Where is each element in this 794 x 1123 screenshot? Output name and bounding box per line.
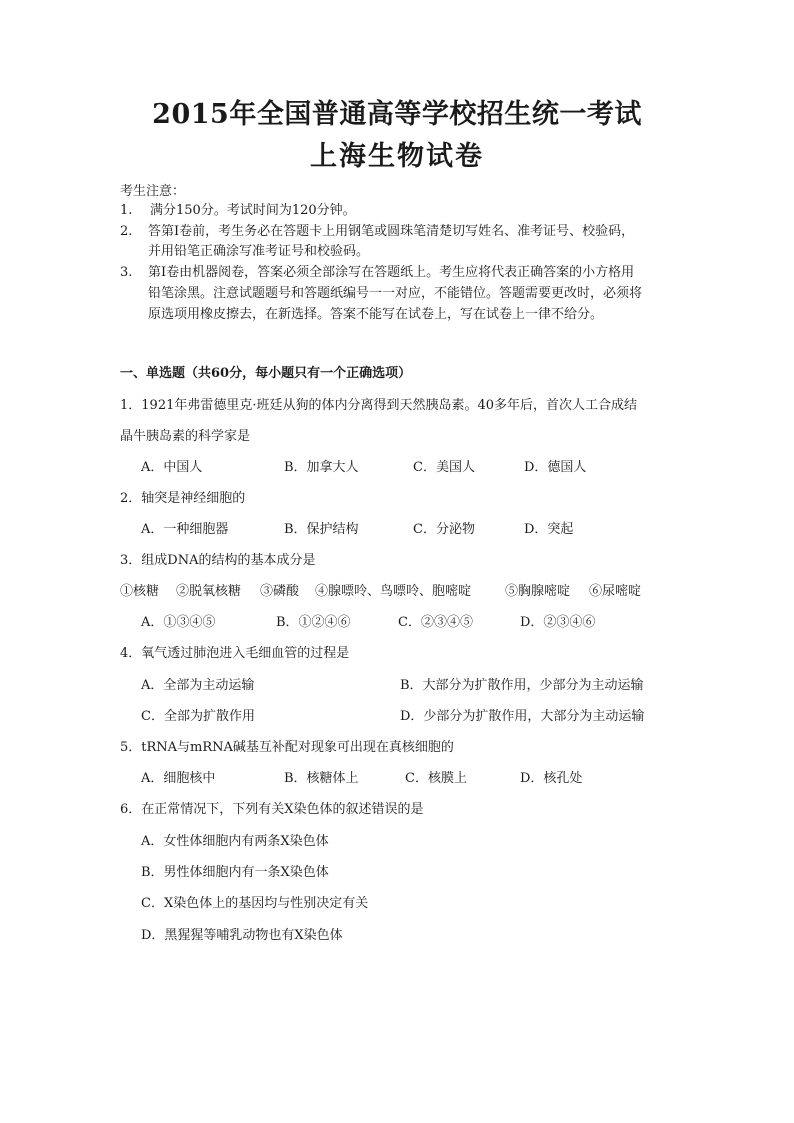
section-heading: 一、单选题（共60分，每小题只有一个正确选项）	[120, 366, 412, 381]
question-5-option-b: B．核糖体上	[284, 771, 359, 786]
notice-item-text: 并用铅笔正确涂写准考证号和校验码。	[148, 244, 370, 259]
notice-item-number: 3.	[120, 265, 133, 280]
exam-title-line2: 上海生物试卷	[310, 141, 484, 172]
question-2-option-c: C．分泌物	[413, 522, 475, 537]
question-4-option-a: A．全部为主动运输	[141, 678, 255, 693]
notice-item-number: 2.	[120, 224, 133, 239]
question-3-item: ③磷酸	[260, 584, 300, 599]
question-4-option-d: D．少部分为扩散作用，大部分为主动运输	[400, 709, 645, 724]
question-6-option-b: B．男性体细胞内有一条X染色体	[141, 865, 329, 880]
notice-item-text: 第Ⅰ卷由机器阅卷，答案必须全部涂写在答题纸上。考生应将代表正确答案的小方格用	[148, 265, 635, 280]
question-3-option-a: A．①③④⑤	[141, 615, 216, 630]
question-1-stem-cont: 晶牛胰岛素的科学家是	[120, 429, 251, 444]
notice-item-text: 答第Ⅰ卷前，考生务必在答题卡上用钢笔或圆珠笔清楚切写姓名、准考证号、校验码，	[148, 224, 635, 239]
question-3-item: ②脱氧核糖	[176, 584, 242, 599]
question-5-option-a: A．细胞核中	[141, 771, 216, 786]
question-5-stem: 5．tRNA与mRNA碱基互补配对现象可出现在真核细胞的	[120, 740, 454, 755]
question-3-item: ④腺嘌呤、鸟嘌呤、胞嘧啶	[315, 584, 472, 599]
question-3-item: ⑥尿嘧啶	[589, 584, 642, 599]
question-4-option-b: B．大部分为扩散作用，少部分为主动运输	[400, 678, 644, 693]
question-1-option-a: A．中国人	[141, 460, 203, 475]
question-3-item: ⑤胸腺嘧啶	[505, 584, 571, 599]
question-3-option-b: B．①②④⑥	[276, 615, 351, 630]
question-6-option-c: C．X染色体上的基因均与性别决定有关	[141, 896, 369, 911]
notice-item-text: 原选项用橡皮擦去，在新选择。答案不能写在试卷上，写在试卷上一律不给分。	[148, 307, 604, 322]
question-6-option-a: A．女性体细胞内有两条X染色体	[141, 834, 329, 849]
question-1-stem: 1．1921年弗雷德里克·班廷从狗的体内分离得到天然胰岛素。40多年后，首次人工合成结	[120, 398, 638, 413]
question-2-stem: 2．轴突是神经细胞的	[120, 491, 246, 506]
question-3-option-c: C．②③④⑤	[398, 615, 473, 630]
question-3-option-d: D．②③④⑥	[520, 615, 596, 630]
exam-title-line1: 2015年全国普通高等学校招生统一考试	[152, 99, 642, 130]
question-2-option-b: B．保护结构	[284, 522, 359, 537]
question-6-option-d: D．黑猩猩等哺乳动物也有X染色体	[141, 928, 343, 943]
question-4-stem: 4．氧气透过肺泡进入毛细血管的过程是	[120, 646, 350, 661]
notice-item-number: 1.	[120, 203, 133, 218]
question-5-option-c: C．核膜上	[405, 771, 467, 786]
question-3-stem: 3．组成DNA的结构的基本成分是	[120, 553, 316, 568]
question-1-option-c: C．美国人	[413, 460, 475, 475]
question-3-item: ①核糖	[120, 584, 160, 599]
question-1-option-b: B．加拿大人	[284, 460, 359, 475]
notice-label: 考生注意：	[120, 184, 186, 199]
question-5-option-d: D．核孔处	[520, 771, 583, 786]
question-4-option-c: C．全部为扩散作用	[141, 709, 255, 724]
notice-item-text: 铅笔涂黑。注意试题题号和答题纸编号一一对应，不能错位。答题需要更改时，必须将	[148, 286, 643, 301]
question-2-option-a: A．一种细胞器	[141, 522, 229, 537]
notice-item-text: 满分150分。考试时间为120分钟。	[150, 203, 356, 218]
question-1-option-d: D．德国人	[524, 460, 587, 475]
question-2-option-d: D．突起	[524, 522, 574, 537]
question-6-stem: 6．在正常情况下，下列有关X染色体的叙述错误的是	[120, 802, 424, 817]
